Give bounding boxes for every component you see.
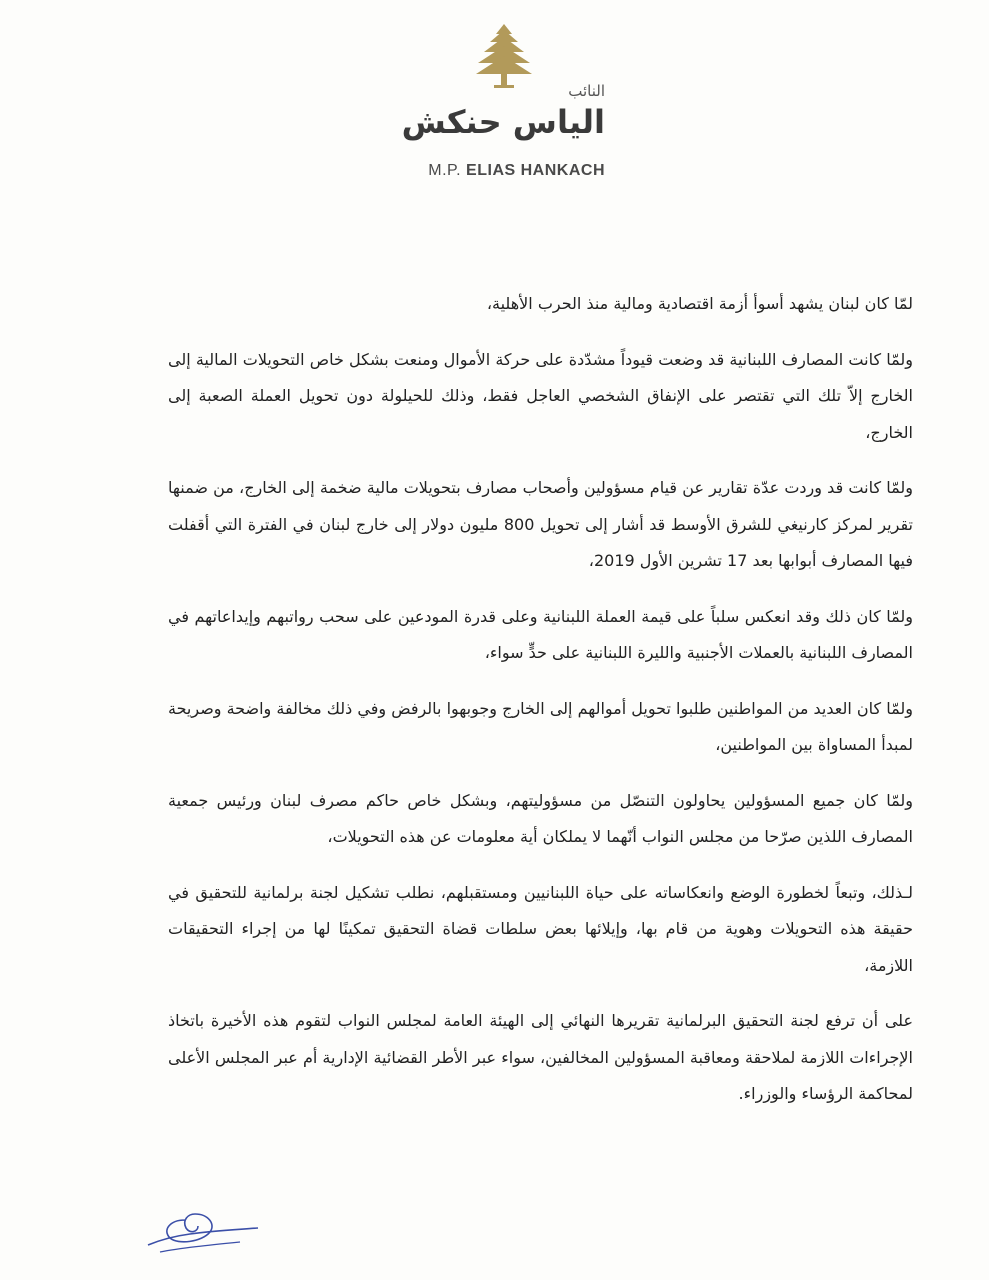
- paragraph-6: ولمّا كان جميع المسؤولين يحاولون التنصّل من مسؤوليتهم، وبشكل خاص حاكم مصرف لبنان ورئيس جمعية المصارف اللذين صرّحا من مجلس النواب أنّهما لا يملكان أية معلومات عن هذه التحويلات،: [168, 790, 913, 846]
- name-english-prefix: M.P.: [428, 162, 462, 179]
- paragraph-4: ولمّا كان ذلك وقد انعكس سلباً على قيمة العملة اللبنانية وعلى قدرة المودعين على سحب رواتبهم وإيداعاتهم في المصارف اللبنانية بالعملات الأجنبية والليرة اللبنانية على حدٍّ سواء،: [168, 606, 913, 662]
- title-arabic: النائب: [568, 82, 605, 100]
- paragraph-1: لمّا كان لبنان يشهد أسوأ أزمة اقتصادية ومالية منذ الحرب الأهلية،: [486, 294, 913, 313]
- paragraph-8: على أن ترفع لجنة التحقيق البرلمانية تقريرها النهائي إلى الهيئة العامة لمجلس النواب لتقوم هذه الأخيرة باتخاذ الإجراءات اللازمة لملاحقة ومعاقبة المسؤولين المخالفين، سواء عبر الأطر القضائية الإدارية أم عبر المجلس الأعلى لمحاكمة الرؤساء والوزراء.: [168, 1011, 913, 1103]
- paragraph-3: ولمّا كانت قد وردت عدّة تقارير عن قيام مسؤولين وأصحاب مصارف بتحويلات مالية ضخمة إلى الخارج، من ضمنها تقرير لمركز كارنيغي للشرق الأوسط قد أشار إلى تحويل 800 مليون دولار إلى خارج لبنان في الفترة التي أقفلت فيها المصارف أبوابها بعد 17 تشرين الأول 2019،: [168, 478, 914, 570]
- paragraph-7: لـذلك، وتبعاً لخطورة الوضع وانعكاساته على حياة اللبنانيين ومستقبلهم، نطلب تشكيل لجنة برلمانية للتحقيق في حقيقة هذه التحويلات وهوية من قام بها، وإيلائها بعض سلطات قضاة التحقيق تمكينًا لها من إجراء التحقيقات اللازمة،: [168, 882, 913, 975]
- name-english-name: ELIAS HANKACH: [466, 162, 605, 179]
- paragraph-5: ولمّا كان العديد من المواطنين طلبوا تحويل أموالهم إلى الخارج وجوبهوا بالرفض وفي ذلك مخالفة واضحة وصريحة لمبدأ المساواة بين المواطنين،: [168, 698, 913, 754]
- signature: [140, 1190, 265, 1260]
- letterhead: [0, 14, 989, 194]
- letter-body: [168, 286, 913, 1113]
- name-arabic: الياس حنكش: [401, 103, 605, 141]
- name-english: [380, 162, 605, 180]
- paragraph-2: ولمّا كانت المصارف اللبنانية قد وضعت قيوداً مشدّدة على حركة الأموال ومنعت بشكل خاص التحويلات المالية إلى الخارج إلاّ تلك التي تقتصر على الإنفاق الشخصي العاجل فقط، وذلك للحيلولة دون تحويل العملة الصعبة إلى الخارج،: [168, 349, 913, 442]
